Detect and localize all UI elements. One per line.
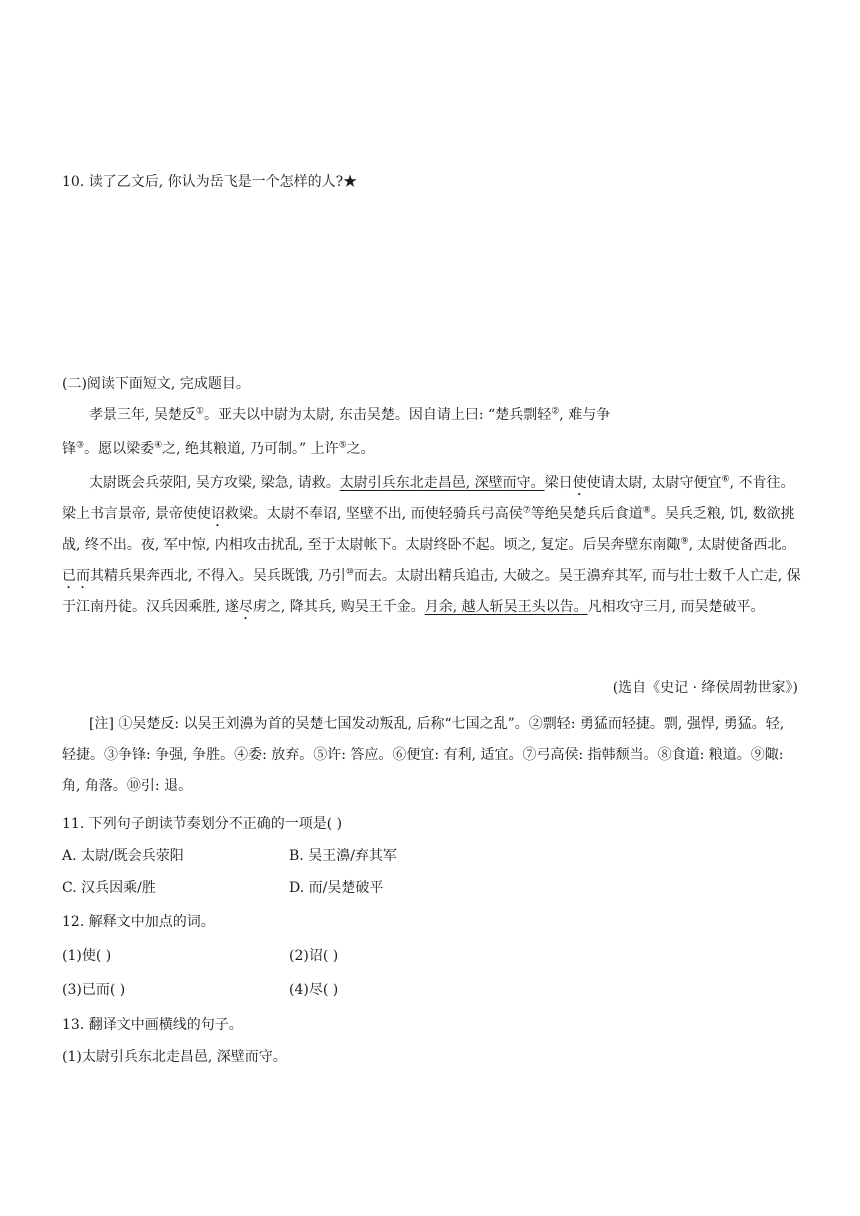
question-11: 11. 下列句子朗读节奏划分不正确的一项是( )	[62, 816, 343, 832]
option-a: A. 太尉/既会兵荥阳	[62, 848, 184, 864]
passage-paragraph-2: 太尉既会兵荥阳, 吴方攻梁, 梁急, 请救。太尉引兵东北走昌邑, 深壁而守。梁日使使请太尉, 太尉守便宜⑥, 不肯往。梁上书言景帝, 景帝使使诏救梁。太尉不奉诏, 坚壁不出, 而使轻骑兵弓高侯⑦等绝吴楚兵后食道⑧。吴兵乏粮, 饥, 数欲挑战, 终不出。夜, 军中惊, 内相攻击扰乱, 至于太尉帐下。太尉终卧不起。顷之, 复定。后吴奔壁东南陬⑨, 太尉使备西北。已而其精兵果奔西北, 不得入。吴兵既饿, 乃引⑩而去。太尉出精兵追击, 大破之。吴王濞弃其军, 而与壮士数千人亡走, 保于江南丹徒。汉兵因乘胜, 遂尽虏之, 降其兵, 购吴王千金。月余, 越人斩吴王头以告。凡相攻守三月, 而吴楚破平。	[62, 474, 801, 615]
passage-paragraph-1-line-1: 孝景三年, 吴楚反①。亚夫以中尉为太尉, 东击吴楚。因自请上曰: “楚兵剽轻②, 难与争	[89, 406, 611, 423]
q12-item-3: (3)已而( )	[62, 982, 126, 998]
underlined-sentence-1: 太尉引兵东北走昌邑, 深壁而守。	[339, 475, 545, 491]
option-b: B. 吴王濞/弃其军	[289, 848, 397, 864]
section-heading: (二)阅读下面短文, 完成题目。	[62, 376, 250, 392]
question-13: 13. 翻译文中画横线的句子。	[62, 1017, 243, 1033]
q13-item-1: (1)太尉引兵东北走昌邑, 深壁而守。	[62, 1049, 287, 1065]
dotted-word-yier: 已而	[62, 568, 90, 584]
question-12: 12. 解释文中加点的词。	[62, 914, 215, 930]
passage-paragraph-1-line-2: 锋③。愿以梁委④之, 绝其粮道, 乃可制。” 上许⑤之。	[62, 440, 375, 457]
q12-item-2: (2)诏( )	[289, 948, 339, 964]
dotted-word-jin: 尽	[238, 599, 253, 615]
option-c: C. 汉兵因乘/胜	[62, 880, 156, 896]
underlined-sentence-2: 月余, 越人斩吴王头以告。	[424, 599, 588, 615]
option-d: D. 而/吴楚破平	[289, 880, 384, 896]
dotted-word-zhao: 诏	[210, 506, 225, 522]
question-10: 10. 读了乙文后, 你认为岳飞是一个怎样的人?★	[62, 174, 358, 190]
dotted-word-shi: 使	[572, 475, 587, 491]
source-citation: (选自《史记 · 绛侯周勃世家》)	[612, 680, 798, 696]
q12-item-1: (1)使( )	[62, 948, 112, 964]
annotation-notes: [注] ①吴楚反: 以吴王刘濞为首的吴楚七国发动叛乱, 后称“七国之乱”。②剽轻: 勇猛而轻捷。剽, 强悍, 勇猛。轻, 轻捷。③争锋: 争强, 争胜。④委: 放弃。⑤许: 答应。⑥便宜: 有利, 适宜。⑦弓高侯: 指韩颓当。⑧食道: 粮道。⑨陬: 角, 角落。⑩引: 退。	[62, 716, 785, 794]
q12-item-4: (4)尽( )	[289, 982, 339, 998]
